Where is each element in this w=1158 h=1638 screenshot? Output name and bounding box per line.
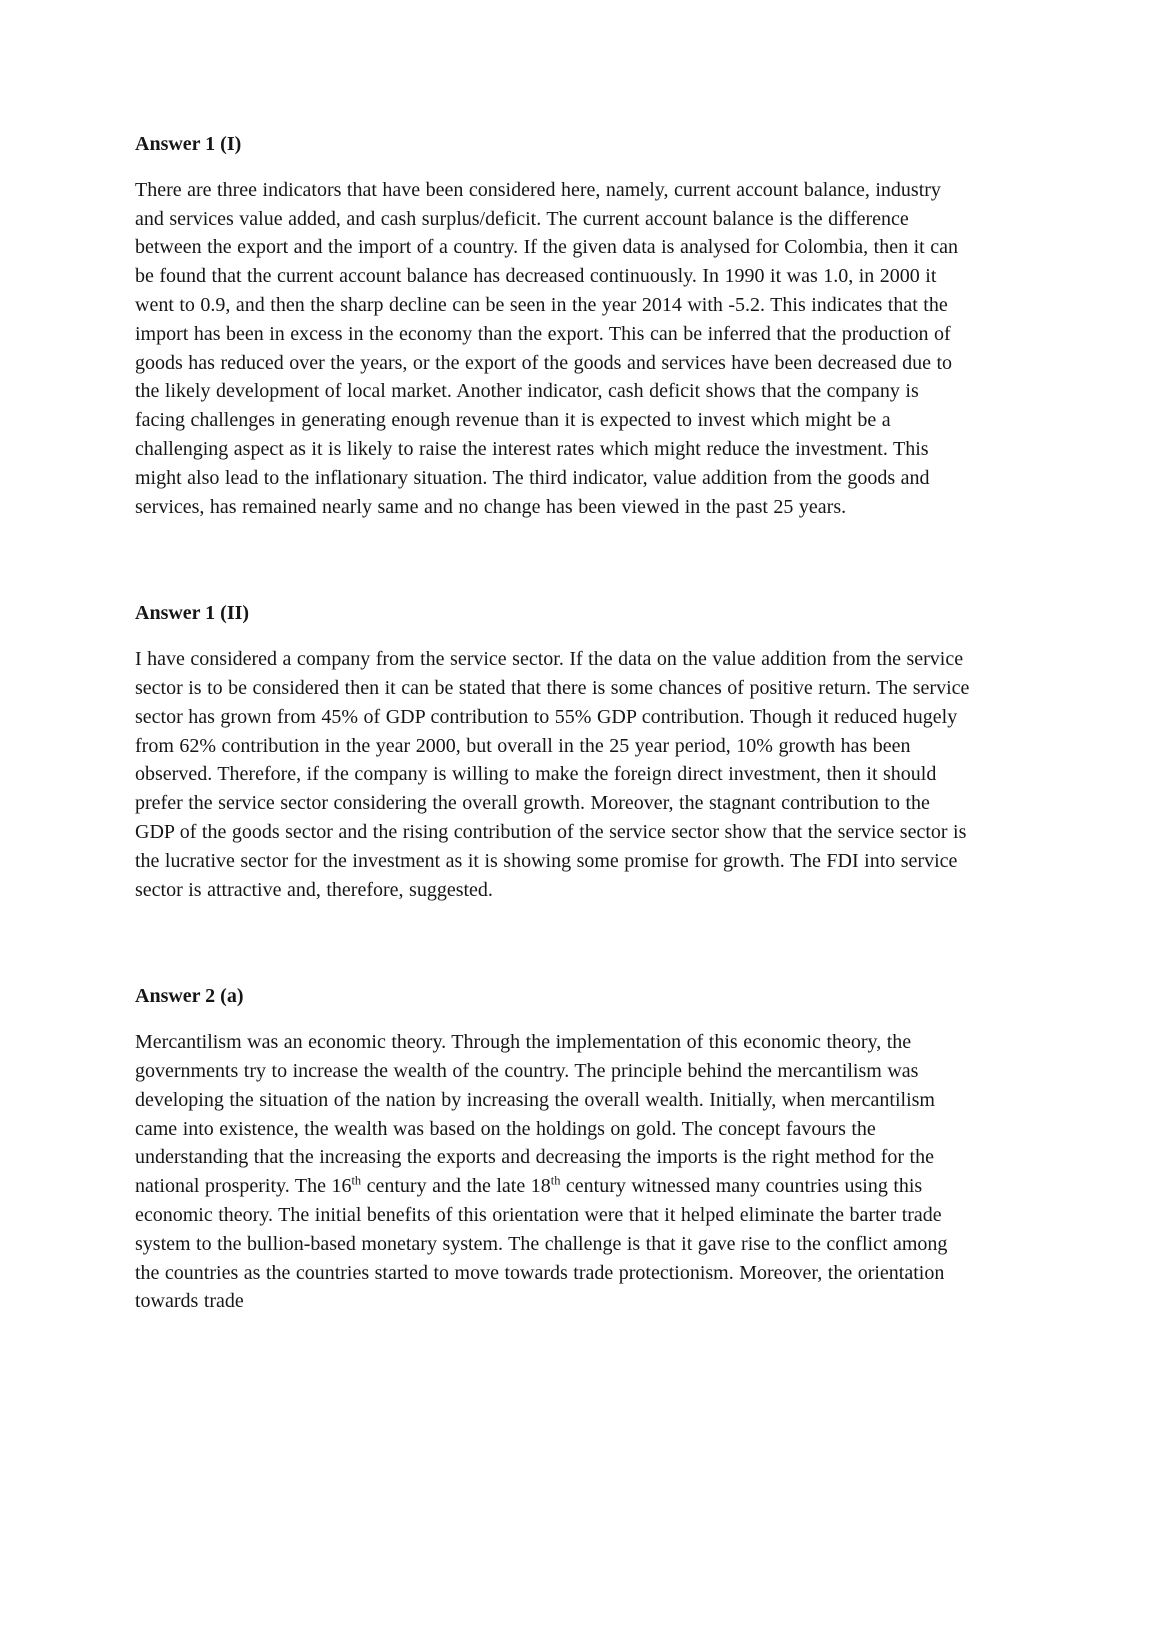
paragraph-text-segment: century witnessed many countries using this economic theory. The initial benefits of this orientation were that it helped eliminate the barter trade system to the bullion-based monetary system. The challenge is that it gave rise to the conflict among the countries as the countries started to move towards trade protectionism. Moreover, the orientation towards trade	[135, 1175, 948, 1313]
section-answer-1-ii	[135, 599, 971, 904]
heading-answer-2-a: Answer 2 (a)	[135, 985, 244, 1008]
heading-answer-1-i: Answer 1 (I)	[135, 133, 242, 155]
superscript-ordinal: th	[550, 1173, 561, 1188]
paragraph-text-segment: Mercantilism was an economic theory. Through the implementation of this economic theory, the governments try to increase the wealth of the country. The principle behind the mercantilism was developing the situation of the nation by increasing the overall wealth. Initially, when mercantilism came into existence, the wealth was based on the holdings on gold. The concept favours the understanding that the increasing the exports and decreasing the imports is the right method for the national prosperity. The 16	[135, 1031, 935, 1198]
paragraph-text-segment: century and the late 18	[361, 1175, 551, 1198]
paragraph-answer-2-a	[135, 1028, 971, 1316]
superscript-ordinal: th	[351, 1173, 362, 1188]
section-answer-2-a	[135, 982, 971, 1316]
section-answer-1-i	[135, 130, 971, 521]
paragraph-answer-1-ii: I have considered a company from the service sector. If the data on the value addition from the service sector is to be considered then it can be stated that there is some chances of positive return. The service sector has grown from 45% of GDP contribution to 55% GDP contribution. Though it reduced hugely from 62% contribution in the year 2000, but overall in the 25 year period, 10% growth has been observed. Therefore, if the company is willing to make the foreign direct investment, then it should prefer the service sector considering the overall growth. Moreover, the stagnant contribution to the GDP of the goods sector and the rising contribution of the service sector show that the service sector is the lucrative sector for the investment as it is showing some promise for growth. The FDI into service sector is attractive and, therefore, suggested.	[135, 648, 970, 901]
heading-answer-1-ii: Answer 1 (II)	[135, 602, 250, 625]
paragraph-answer-1-i: There are three indicators that have been considered here, namely, current account balance, industry and services value added, and cash surplus/deficit. The current account balance is the difference between the export and the import of a country. If the given data is analysed for Colombia, then it can be found that the current account balance has decreased continuously. In 1990 it was 1.0, in 2000 it went to 0.9, and then the sharp decline can be seen in the year 2014 with -5.2. This indicates that the import has been in excess in the economy than the export. This can be inferred that the production of goods has reduced over the years, or the export of the goods and services have been decreased due to the likely development of local market. Another indicator, cash deficit shows that the company is facing challenges in generating enough revenue than it is expected to invest which might be a challenging aspect as it is likely to raise the interest rates which might reduce the investment. This might also lead to the inflationary situation. The third indicator, value addition from the goods and services, has remained nearly same and no change has been viewed in the past 25 years.	[135, 178, 958, 518]
